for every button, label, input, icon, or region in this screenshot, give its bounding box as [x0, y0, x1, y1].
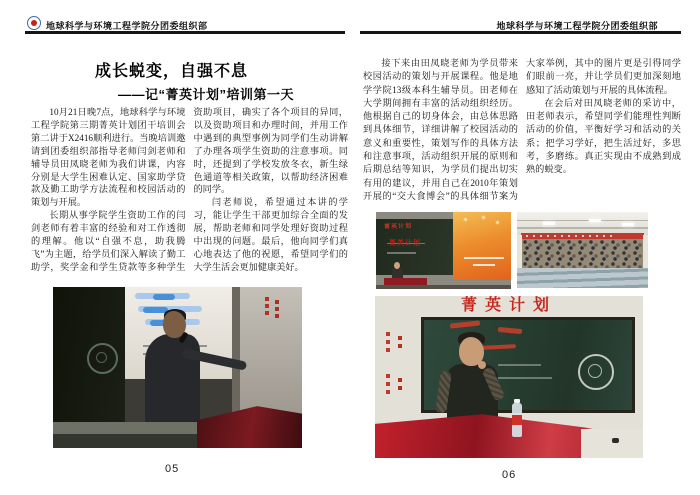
- wall-red-chalk-characters: [386, 332, 390, 336]
- red-banner: [521, 233, 644, 240]
- classroom-wall: [240, 287, 302, 422]
- left-wall: [517, 235, 522, 269]
- chalk-line: [498, 364, 541, 366]
- slide-subtext-line: [473, 264, 495, 266]
- paragraph: 在会后对田凤晓老师的采访中，田老师表示，希望同学们能理性判断活动的价值，平衡好学习和活动的关系；把学习学好，把生活过好，多思考，多磨练。真正实现由不成熟到成熟的蜕变。: [526, 97, 681, 175]
- left-page-number: 05: [165, 463, 180, 475]
- right-article-body: [363, 57, 681, 205]
- water-bottle: [512, 403, 522, 437]
- paragraph: 闫老师说，希望通过本讲的学习，能让学生干部更加综合全面的发展，帮助老师和同学处理好资助过程中出现的问题。最后，他向同学们真心地表达了他的祝愿，希望同学们的大学生活会更加健康美好。: [193, 197, 348, 272]
- chalk-line: [498, 377, 552, 379]
- paragraph: 长期从事学院学生资助工作的闫剑老师有着丰富的经验和对工作透彻的理解。他以“自强不息，助我腾飞”为主题，给学员们深入解读了勤工助学，奖学金和学生贷款等多种学生资助项目，确实了各个项目的异同，以及资助项目和办理时间，并用工作中遇到的典型事例为同学们生动讲解了办理各项学生资助的注意事项。同时，还提到了学校发放冬衣，新生绿色通道等相关政策，以帮助经济困难的同学。: [31, 107, 348, 272]
- youth-league-logo-icon: [27, 16, 41, 30]
- ceiling-beam: [517, 220, 648, 222]
- left-article-body: [31, 106, 348, 286]
- chalk-line: [387, 252, 417, 254]
- photo-speaker-green-blackboard: [375, 296, 643, 458]
- red-table-cloth: [190, 406, 302, 448]
- slide-title: 菁英计划: [389, 240, 422, 248]
- ceiling-light: [589, 219, 601, 222]
- speaker-hand: [478, 361, 486, 369]
- floor: [376, 285, 511, 289]
- article-subtitle: ——记“菁英计划”培训第一天: [118, 87, 295, 102]
- right-wall: [643, 235, 648, 269]
- right-header-department: 地球科学与环境工程学院分团委组织部: [496, 21, 658, 31]
- front-desk-rows: [517, 268, 648, 288]
- slide-shape: [153, 294, 175, 300]
- right-page-number: 06: [502, 469, 517, 481]
- wall-pillar: [232, 287, 239, 422]
- blackboard-red-chalk-text: 菁英计划: [384, 223, 413, 231]
- photo-teacher-and-slide: [376, 212, 511, 289]
- left-header-rule: [25, 31, 345, 34]
- university-seal-icon: [87, 343, 118, 374]
- blackboard-top-decoration-text: 菁英计划: [460, 297, 557, 314]
- university-seal-icon: [578, 354, 614, 390]
- photo-lecturer-with-microphone: [53, 287, 302, 448]
- front-desk: [53, 434, 197, 448]
- projection-screen: [453, 212, 511, 280]
- ceiling-light: [622, 223, 634, 226]
- desk-dark-object: [612, 438, 619, 443]
- wall-red-chalk-characters: [386, 374, 390, 378]
- paragraph: 接下来由田凤晓老师为学员带来校园活动的策划与开展课程。他是地学学院13级本科生辅导员。田老师在大学期间拥有丰富的活动组织经历。他根据自己的切身体会，由总体思路到具体细节，详细讲解了校园活动的意义和重要性，策划写作的具体方法和注意事项，活动组织开展的原则和后期总结等知识，为学员们提出切实有用的建议，并用自己在2010年策划开展的“交大食博会”的具体细节案为大家举例，其中的图片更是引得同学们眼前一亮，并让学员们更加深刻地感知了活动策划与开展的具体流程。: [363, 58, 681, 201]
- right-header-rule: [360, 31, 681, 34]
- left-header-department: 地球科学与环境工程学院分团委组织部: [46, 21, 208, 31]
- ceiling-beam: [517, 227, 648, 229]
- article-title: 成长蜕变，自强不息: [95, 63, 249, 80]
- photo-lecture-hall-audience: [517, 212, 648, 288]
- speaker-face: [394, 262, 400, 269]
- student-audience: [522, 239, 643, 269]
- slide-subtext-line: [464, 257, 505, 259]
- ceiling-light: [543, 222, 555, 225]
- white-desk-corner: [581, 429, 643, 458]
- desk-ledge: [53, 422, 197, 433]
- paragraph: 10月21日晚7点，地球科学与环境工程学院第三期菁英计划团干培训会第二讲于X2416顺利进行。当晚培训邀请到团委组织部指导老师闫剑老师和辅导员田凤晓老师为我们讲课，内容分别是大学生困难认定、国家助学贷款及勤工助学方法流程和校园活动的策划与开展。: [31, 107, 186, 208]
- wall-red-characters: [265, 297, 269, 301]
